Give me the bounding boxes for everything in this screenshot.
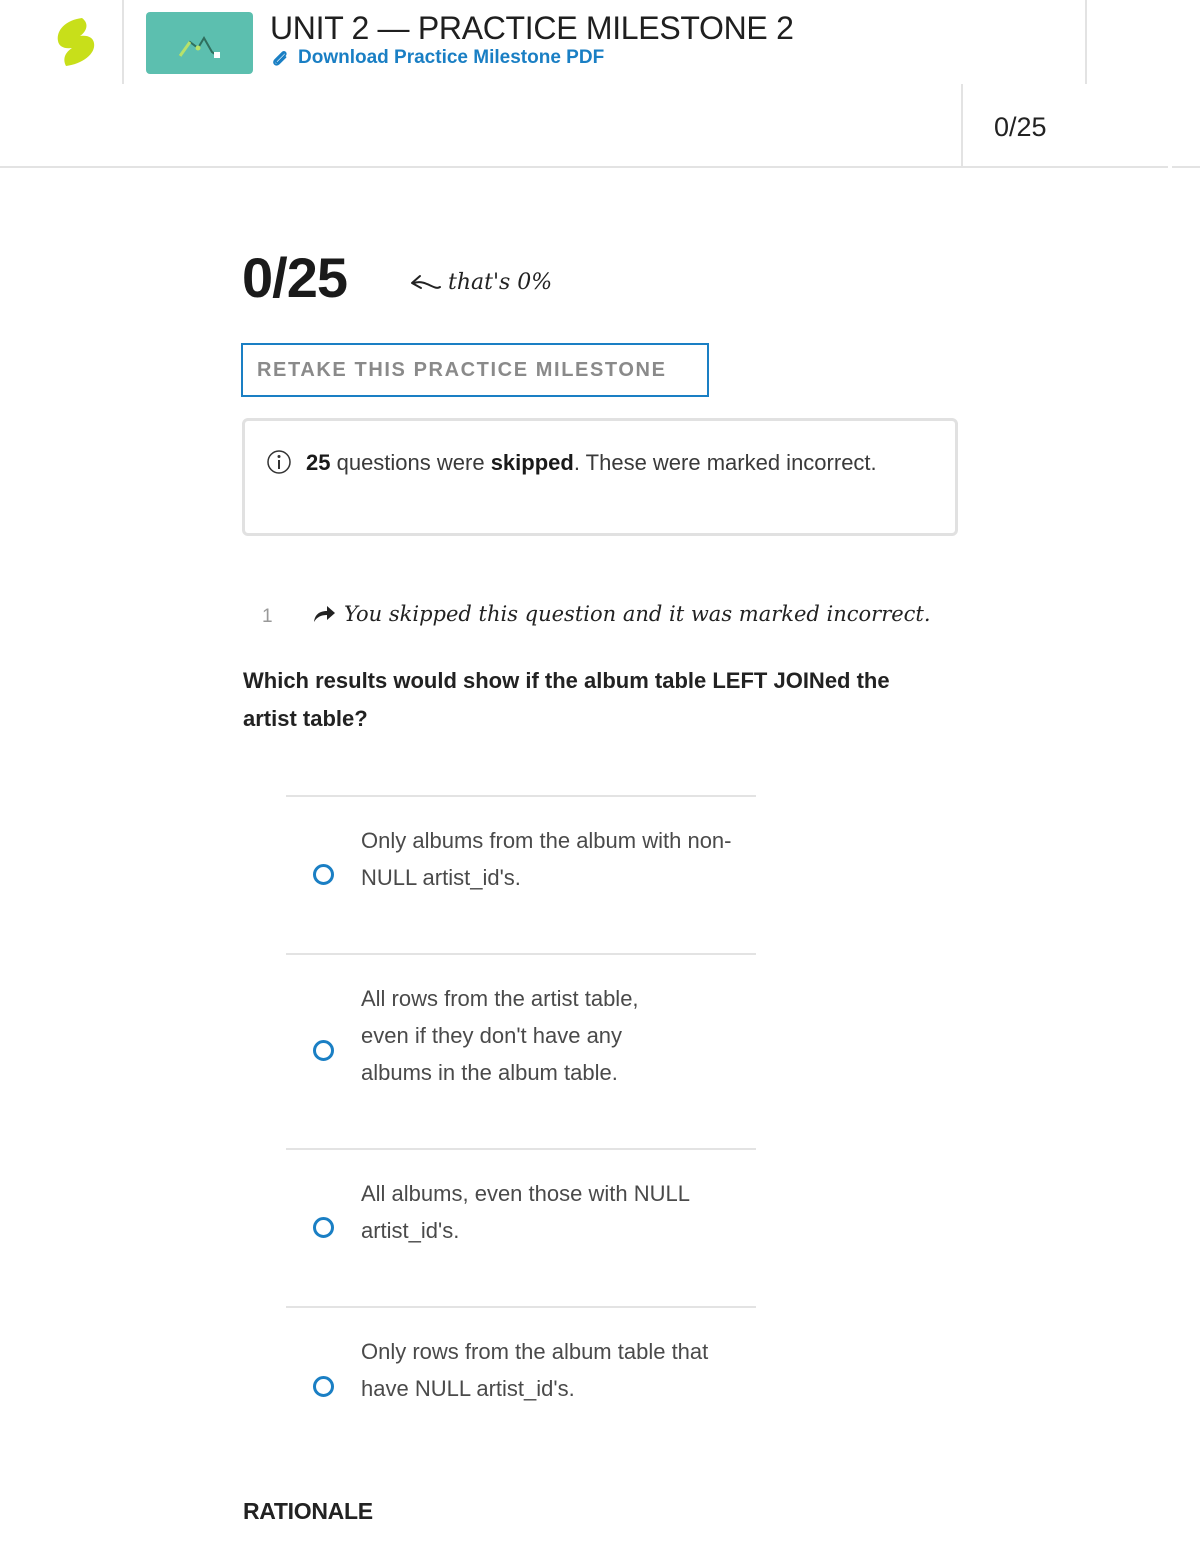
skip-note: [312, 602, 931, 626]
option-2-text[interactable]: All rows from the artist table, even if they don't have any albums in the album table.: [361, 986, 639, 1085]
header-divider: [122, 0, 124, 84]
download-pdf-link[interactable]: [270, 47, 604, 69]
header-bottom-border-end: [1172, 166, 1200, 168]
curved-arrow-left-icon: [408, 271, 442, 295]
question-text: Which results would show if the album table LEFT JOINed the artist table?: [243, 668, 890, 731]
skip-note-text: You skipped this question and it was marked incorrect.: [344, 602, 931, 626]
brand-logo-icon[interactable]: [52, 14, 100, 70]
unit-thumbnail: [146, 12, 253, 74]
paperclip-icon: [270, 48, 290, 68]
skipped-notice-text: 25 questions were skipped. These were marked incorrect.: [306, 450, 877, 475]
option-1-text[interactable]: Only albums from the album with non-NULL artist_id's.: [361, 828, 732, 890]
option-divider: [286, 1306, 756, 1308]
download-pdf-label: Download Practice Milestone PDF: [298, 47, 605, 68]
score-divider: [961, 84, 963, 167]
option-4-text[interactable]: Only rows from the album table that have NULL artist_id's.: [361, 1339, 709, 1401]
option-4-radio[interactable]: [313, 1376, 334, 1397]
share-arrow-icon: [312, 604, 336, 624]
option-3-text[interactable]: All albums, even those with NULL artist_id's.: [361, 1181, 690, 1243]
score-total: 0/25: [242, 246, 347, 309]
percent-note-text: that's 0%: [448, 270, 553, 295]
option-3-radio[interactable]: [313, 1217, 334, 1238]
question-number: 1: [262, 606, 273, 627]
option-divider: [286, 795, 756, 797]
option-divider: [286, 953, 756, 955]
header-score: 0/25: [994, 112, 1047, 142]
header-bottom-border: [0, 166, 1168, 168]
option-divider: [286, 1148, 756, 1150]
page-title: UNIT 2 — PRACTICE MILESTONE 2: [270, 10, 794, 46]
option-2-radio[interactable]: [313, 1040, 334, 1061]
info-icon: [266, 449, 292, 480]
option-1-radio[interactable]: [313, 864, 334, 885]
percent-note: [408, 270, 552, 295]
retake-milestone-button[interactable]: RETAKE THIS PRACTICE MILESTONE: [241, 343, 709, 397]
rationale-heading: RATIONALE: [243, 1498, 373, 1524]
skipped-word: skipped: [490, 450, 574, 475]
header-divider-right: [1085, 0, 1087, 84]
skipped-count: 25: [306, 450, 331, 475]
